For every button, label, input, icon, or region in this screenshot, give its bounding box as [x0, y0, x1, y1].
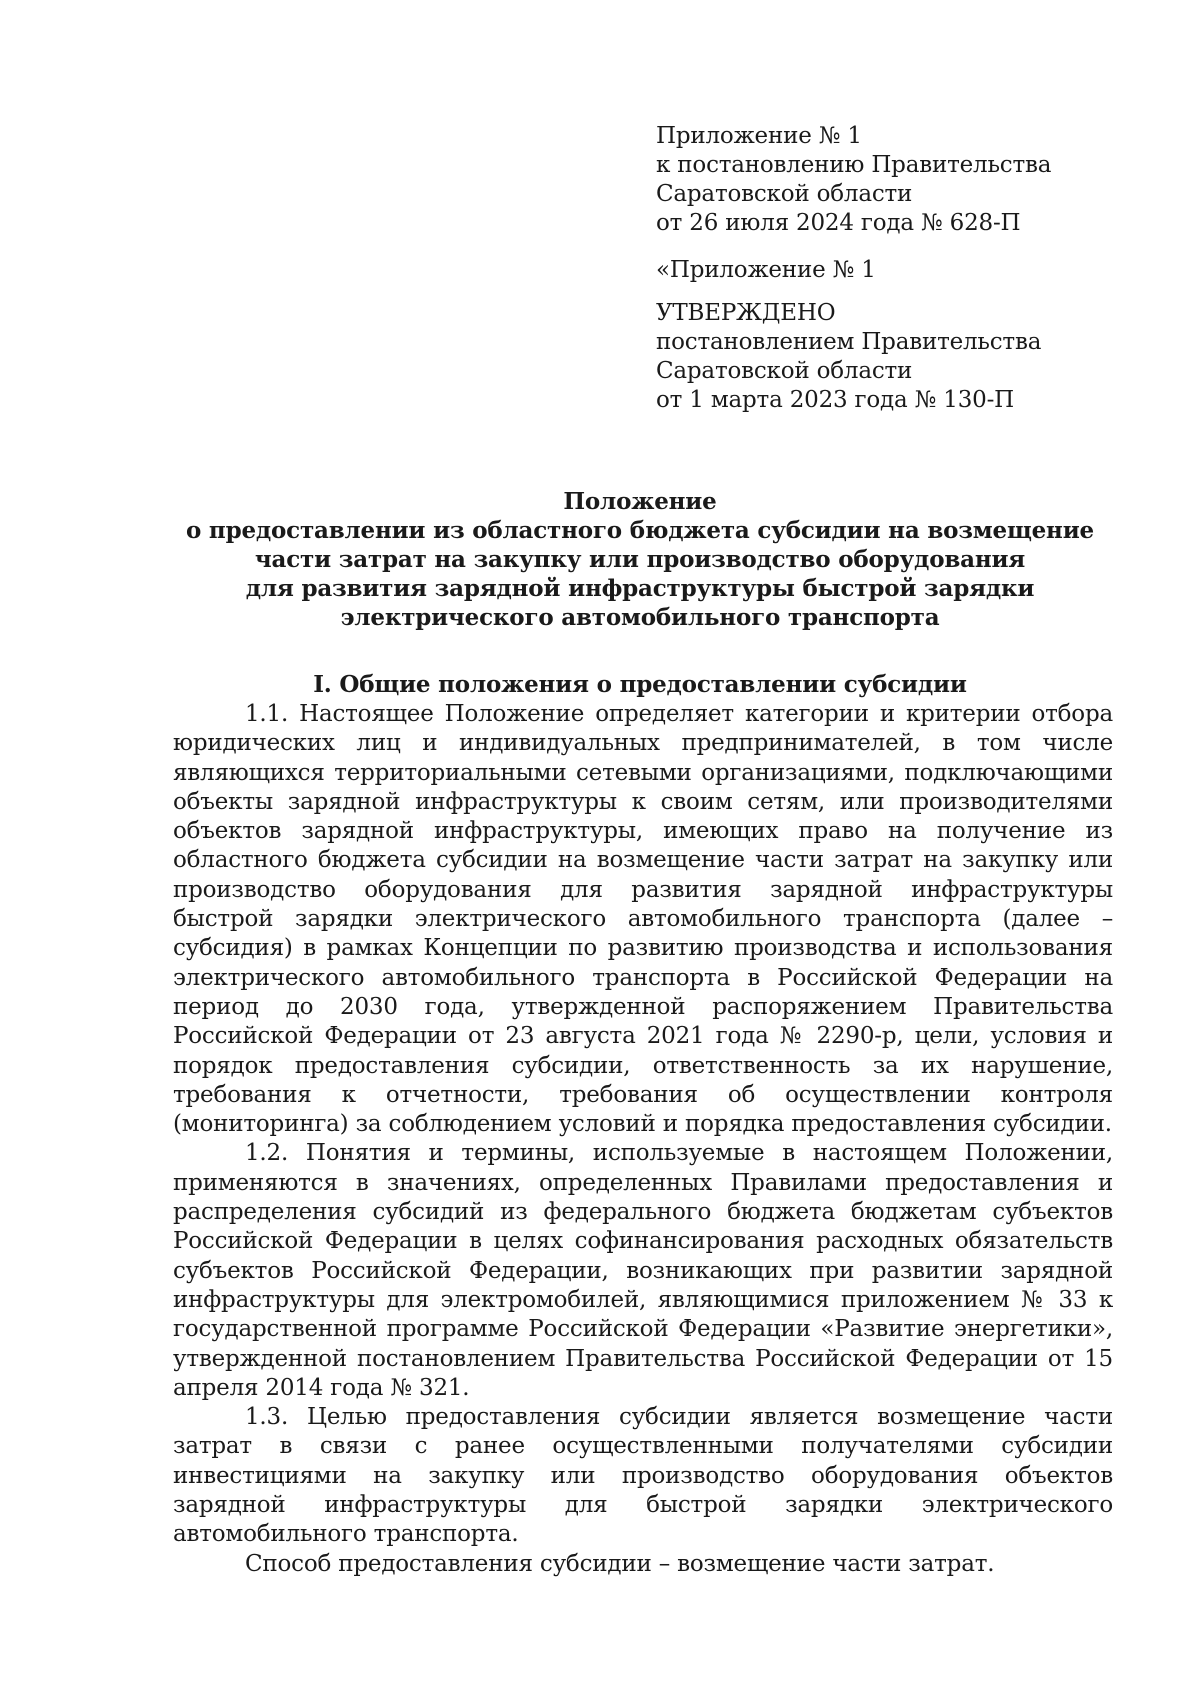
section-heading: I. Общие положения о предоставлении субсидии	[313, 671, 967, 698]
appendix-reference: к постановлению Правительства	[656, 152, 1052, 178]
appendix-number: Приложение № 1	[656, 123, 862, 149]
paragraph-1-3	[173, 1403, 1113, 1549]
paragraph-number: 1.1.	[245, 701, 289, 727]
section-body	[173, 700, 1113, 1579]
appendix-date: от 26 июля 2024 года № 628-П	[656, 210, 1021, 236]
paragraph-number: 1.2.	[245, 1140, 289, 1167]
title-line: Положение	[563, 488, 717, 515]
paragraph-text: Целью предоставления субсидии является возмещение части затрат в связи с ранее осуществленными получателями субсидии инвестициями на закупку или производство оборудования объектов зарядной инфраструктуры для быстрой зарядки электрического автомобильного транспорта.	[173, 1404, 1113, 1548]
paragraph-1-1	[173, 700, 1113, 1139]
appendix-region: Саратовской области	[656, 181, 913, 207]
approval-reference: постановлением Правительства	[656, 329, 1042, 355]
paragraph-text: Понятия и термины, используемые в настоящем Положении, применяются в значениях, определенных Правилами предоставления и распределения субсидий из федерального бюджета бюджетам субъектов Российской Федерации в целях софинансирования расходных обязательств субъектов Российской Федерации, возникающих при развитии зарядной инфраструктуры для электромобилей, являющимися приложением № 33 к государственной программе Российской Федерации «Развитие энергетики», утвержденной постановлением Правительства Российской Федерации от 15 апреля 2014 года № 321.	[173, 1140, 1113, 1401]
title-line: о предоставлении из областного бюджета субсидии на возмещение	[185, 517, 1094, 544]
title-line: для развития зарядной инфраструктуры быстрой зарядки	[245, 575, 1035, 602]
appendix-header-block	[656, 122, 1156, 415]
paragraph-method	[173, 1550, 1113, 1579]
paragraph-text: Настоящее Положение определяет категории и критерии отбора юридических лиц и индивидуальных предпринимателей, в том числе являющихся территориальными сетевыми организациями, подключающими объекты зарядной инфраструктуры к своим сетям, или производителями объектов зарядной инфраструктуры, имеющих право на получение из областного бюджета субсидии на возмещение части затрат на закупку или производство оборудования для развития зарядной инфраструктуры быстрой зарядки электрического автомобильного транспорта (далее – субсидия) в рамках Концепции по развитию производства и использования электрического автомобильного транспорта в Российской Федерации на период до 2030 года, утвержденной распоряжением Правительства Российской Федерации от 23 августа 2021 года № 2290-р, цели, условия и порядок предоставления субсидии, ответственность за их нарушение, требования к отчетности, требования об осуществлении контроля (мониторинга) за соблюдением условий и порядка предоставления субсидии.	[173, 701, 1113, 1138]
approval-region: Саратовской области	[656, 358, 913, 384]
document-title	[140, 487, 1140, 632]
paragraph-1-2	[173, 1139, 1113, 1403]
approval-stamp: УТВЕРЖДЕНО	[656, 300, 836, 326]
title-line: части затрат на закупку или производство оборудования	[254, 546, 1026, 573]
paragraph-number: 1.3.	[245, 1404, 289, 1431]
paragraph-text: Способ предоставления субсидии – возмещение части затрат.	[245, 1550, 995, 1577]
title-line: электрического автомобильного транспорта	[340, 604, 940, 631]
inner-appendix-label: «Приложение № 1	[656, 257, 876, 283]
approval-date: от 1 марта 2023 года № 130-П	[656, 387, 1015, 413]
